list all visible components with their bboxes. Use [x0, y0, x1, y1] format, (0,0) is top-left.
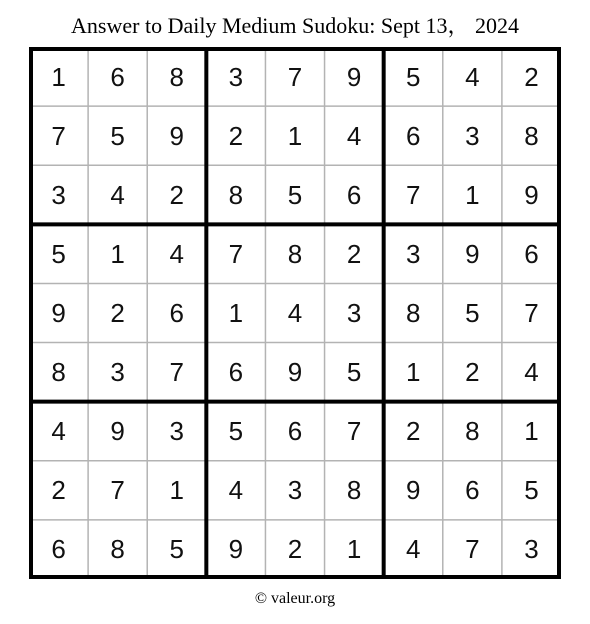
cell-r6c5: 9	[287, 357, 303, 388]
cell-r8c6: 8	[346, 475, 362, 506]
cell-r1c8: 4	[465, 61, 480, 92]
cell-r8c2: 7	[110, 475, 125, 506]
cell-r1c7: 5	[405, 61, 421, 92]
cell-r6c1: 8	[51, 357, 66, 388]
cell-r6c4: 6	[228, 357, 244, 388]
cell-r1c1: 1	[51, 61, 66, 92]
cell-r3c2: 4	[110, 179, 125, 210]
cell-r7c9: 1	[524, 416, 539, 447]
cell-r9c3: 5	[169, 534, 184, 565]
cell-r2c6: 4	[346, 120, 362, 151]
cell-r6c8: 2	[465, 357, 480, 388]
copyright-footer: © valeur.org	[254, 590, 336, 607]
cell-r9c8: 7	[465, 534, 480, 565]
cell-r6c9: 4	[524, 357, 539, 388]
cell-r8c8: 6	[465, 475, 480, 506]
cell-r2c5: 1	[287, 120, 303, 151]
cell-r5c6: 3	[346, 297, 362, 328]
cell-r9c9: 3	[524, 534, 539, 565]
cell-r3c8: 1	[465, 179, 480, 210]
cell-r3c7: 7	[405, 179, 421, 210]
cell-r4c1: 5	[51, 238, 66, 269]
cell-r5c5: 4	[287, 297, 303, 328]
cell-r8c7: 9	[405, 475, 421, 506]
cell-r6c6: 5	[346, 357, 362, 388]
cell-r7c1: 4	[51, 416, 66, 447]
cell-r9c2: 8	[110, 534, 125, 565]
sudoku-board	[29, 47, 561, 579]
cell-r2c3: 9	[169, 120, 184, 151]
cell-r1c9: 2	[524, 61, 539, 92]
cell-r7c8: 8	[465, 416, 480, 447]
cell-r4c7: 3	[405, 238, 421, 269]
cell-r3c1: 3	[51, 179, 66, 210]
cell-r2c1: 7	[51, 120, 66, 151]
cell-r7c3: 3	[169, 416, 184, 447]
cell-r6c3: 7	[169, 357, 184, 388]
cell-r7c4: 5	[228, 416, 244, 447]
cell-r5c4: 1	[228, 297, 244, 328]
cell-r5c8: 5	[465, 297, 480, 328]
cell-r4c9: 6	[524, 238, 539, 269]
cell-r5c9: 7	[524, 297, 539, 328]
cell-r1c5: 7	[287, 61, 303, 92]
puzzle-title: Answer to Daily Medium Sudoku: Sept 13， 2024	[71, 13, 519, 38]
cell-r3c4: 8	[228, 179, 244, 210]
cell-r3c6: 6	[346, 179, 362, 210]
cell-r9c6: 1	[346, 534, 362, 565]
cell-r4c5: 8	[287, 238, 303, 269]
cell-r9c5: 2	[287, 534, 303, 565]
cell-r4c8: 9	[465, 238, 480, 269]
cell-r7c5: 6	[287, 416, 303, 447]
cell-r2c9: 8	[524, 120, 539, 151]
cell-r2c2: 5	[110, 120, 125, 151]
cell-r7c7: 2	[405, 416, 421, 447]
cell-r4c2: 1	[110, 238, 125, 269]
cell-r1c6: 9	[346, 61, 362, 92]
cell-r5c2: 2	[110, 297, 125, 328]
cell-r7c6: 7	[346, 416, 362, 447]
cell-r5c1: 9	[51, 297, 66, 328]
cell-r2c4: 2	[228, 120, 244, 151]
cell-r6c7: 1	[405, 357, 421, 388]
cell-r4c3: 4	[169, 238, 184, 269]
cell-r6c2: 3	[110, 357, 125, 388]
cell-r8c3: 1	[169, 475, 184, 506]
cell-r8c4: 4	[228, 475, 244, 506]
cell-r3c3: 2	[169, 179, 184, 210]
cell-r3c5: 5	[287, 179, 303, 210]
cell-r2c7: 6	[405, 120, 421, 151]
cell-r5c3: 6	[169, 297, 184, 328]
cell-r9c4: 9	[228, 534, 244, 565]
cell-r9c7: 4	[405, 534, 421, 565]
cell-r7c2: 9	[110, 416, 125, 447]
cell-r4c6: 2	[346, 238, 362, 269]
cell-r8c1: 2	[51, 475, 66, 506]
cell-r1c4: 3	[228, 61, 244, 92]
cell-r9c1: 6	[51, 534, 66, 565]
cell-r8c9: 5	[524, 475, 539, 506]
cell-r8c5: 3	[287, 475, 303, 506]
cell-r2c8: 3	[465, 120, 480, 151]
cell-r3c9: 9	[524, 179, 539, 210]
cell-r1c3: 8	[169, 61, 184, 92]
cell-r1c2: 6	[110, 61, 125, 92]
cell-r4c4: 7	[228, 238, 244, 269]
cell-r5c7: 8	[405, 297, 421, 328]
